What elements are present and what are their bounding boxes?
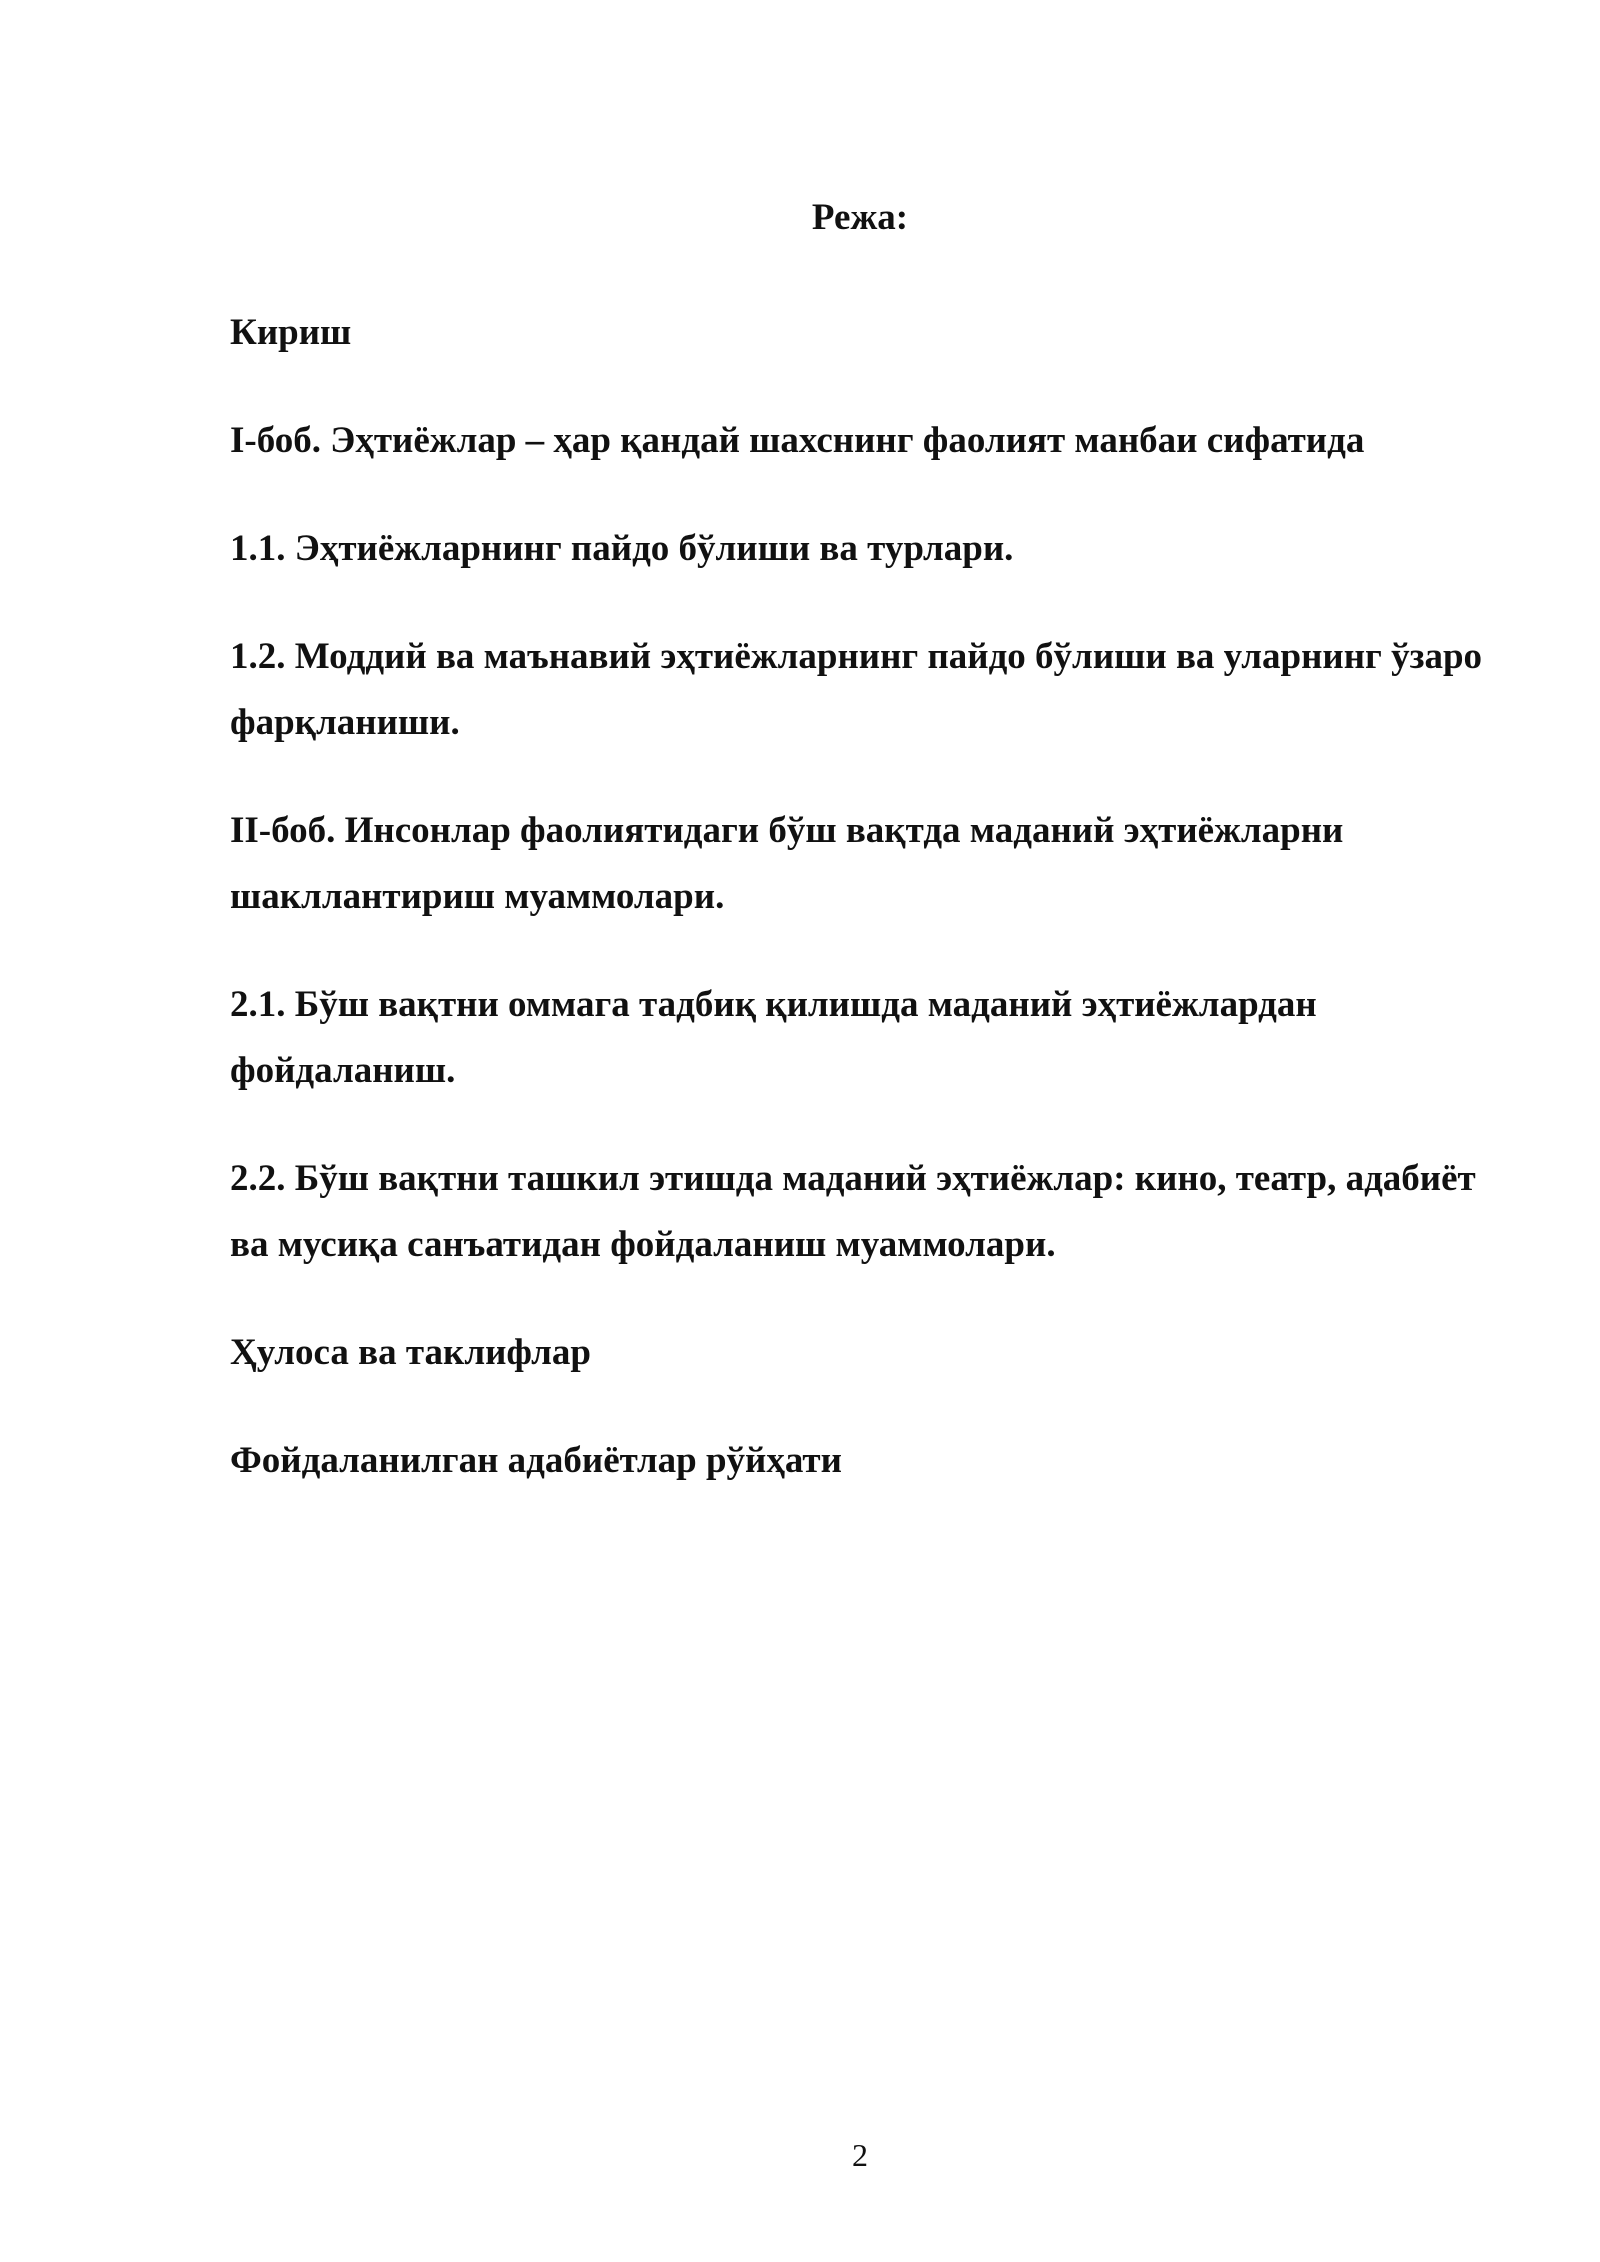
toc-entry-conclusion: Ҳулоса ва таклифлар	[230, 1332, 591, 1373]
toc-entry-references: Фойдаланилган адабиётлар рўйҳати	[230, 1440, 842, 1481]
toc-entry-section-1-2: 1.2. Моддий ва маънавий эҳтиёжларнинг пайдо бўлиши ва уларнинг ўзаро фарқланиши.	[230, 636, 1483, 743]
toc-entry-introduction: Кириш	[230, 312, 352, 353]
toc-entry-chapter-1: I-боб. Эҳтиёжлар – ҳар қандай шахснинг фаолият манбаи сифатида	[230, 420, 1365, 461]
page-title: Режа:	[811, 197, 909, 238]
toc-entry-section-2-2: 2.2. Бўш вақтни ташкил этишда маданий эҳтиёжлар: кино, театр, адабиёт ва мусиқа санъатидан фойдаланиш муаммолари.	[230, 1158, 1476, 1265]
toc-entry-section-1-1: 1.1. Эҳтиёжларнинг пайдо бўлиши ва турлари.	[230, 528, 1014, 569]
page-number: 2	[852, 2137, 868, 2173]
table-of-contents	[230, 300, 1500, 1537]
toc-entry-section-2-1: 2.1. Бўш вақтни оммага тадбиқ қилишда маданий эҳтиёжлардан фойдаланиш.	[230, 984, 1317, 1091]
toc-entry-chapter-2: II-боб. Инсонлар фаолиятидаги бўш вақтда маданий эҳтиёжларни шакллантириш муаммолари.	[230, 810, 1344, 917]
